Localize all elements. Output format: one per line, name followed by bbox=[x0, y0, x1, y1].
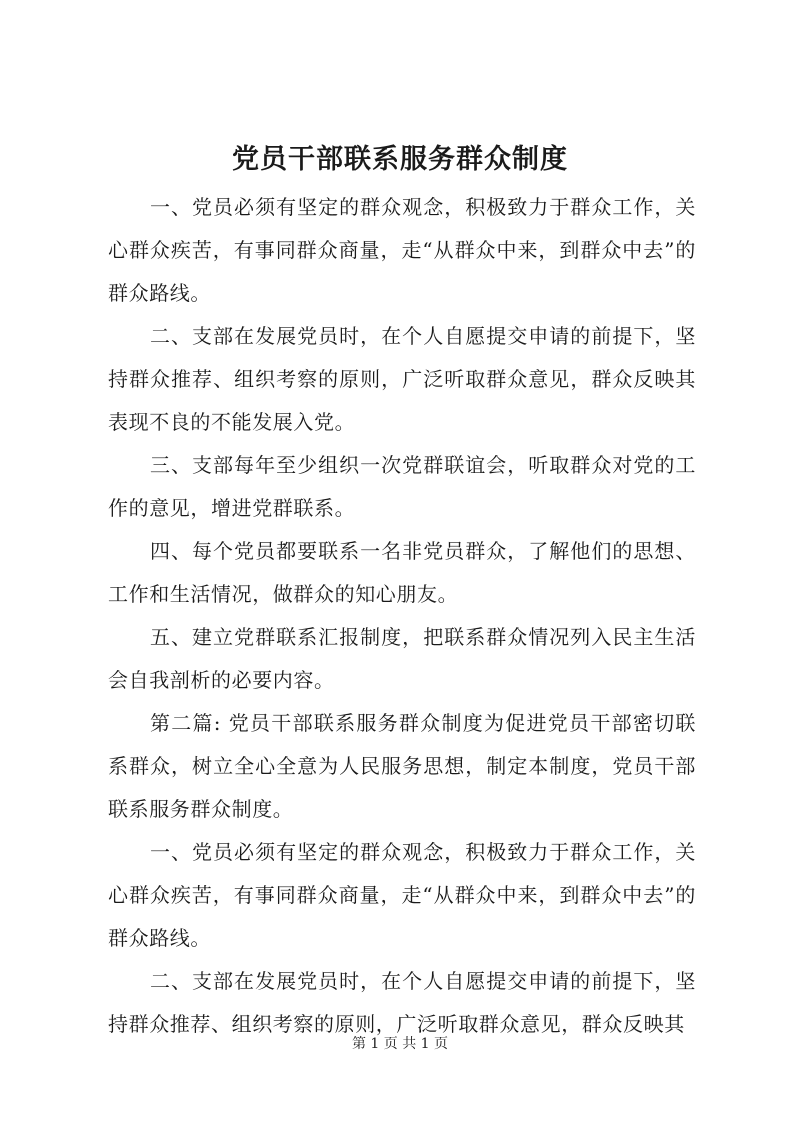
paragraph-2: 二、支部在发展党员时，在个人自愿提交申请的前提下，坚持群众推荐、组织考察的原则，广泛听取群众意见，群众反映其表现不良的不能发展入党。 bbox=[108, 324, 696, 434]
paragraph-4: 四、每个党员都要联系一名非党员群众，了解他们的思想、工作和生活情况，做群众的知心朋友。 bbox=[108, 539, 696, 606]
document-title: 党员干部联系服务群众制度 bbox=[232, 144, 568, 175]
document-body bbox=[108, 186, 696, 1046]
paragraph-8: 二、支部在发展党员时，在个人自愿提交申请的前提下，坚持群众推荐、组织考察的原则，广泛听取群众意见，群众反映其 bbox=[108, 969, 696, 1036]
paragraph-1: 一、党员必须有坚定的群众观念，积极致力于群众工作，关心群众疾苦，有事同群众商量，走“从群众中来，到群众中去”的群众路线。 bbox=[108, 195, 696, 305]
paragraph-7: 一、党员必须有坚定的群众观念，积极致力于群众工作，关心群众疾苦，有事同群众商量，走“从群众中来，到群众中去”的群众路线。 bbox=[108, 840, 696, 950]
page-footer: 第 1 页 共 1 页 bbox=[351, 1036, 449, 1052]
paragraph-5: 五、建立党群联系汇报制度，把联系群众情况列入民主生活会自我剖析的必要内容。 bbox=[108, 625, 696, 692]
paragraph-3: 三、支部每年至少组织一次党群联谊会，听取群众对党的工作的意见，增进党群联系。 bbox=[108, 453, 696, 520]
paragraph-6: 第二篇: 党员干部联系服务群众制度为促进党员干部密切联系群众，树立全心全意为人民服务思想，制定本制度，党员干部联系服务群众制度。 bbox=[108, 711, 696, 821]
